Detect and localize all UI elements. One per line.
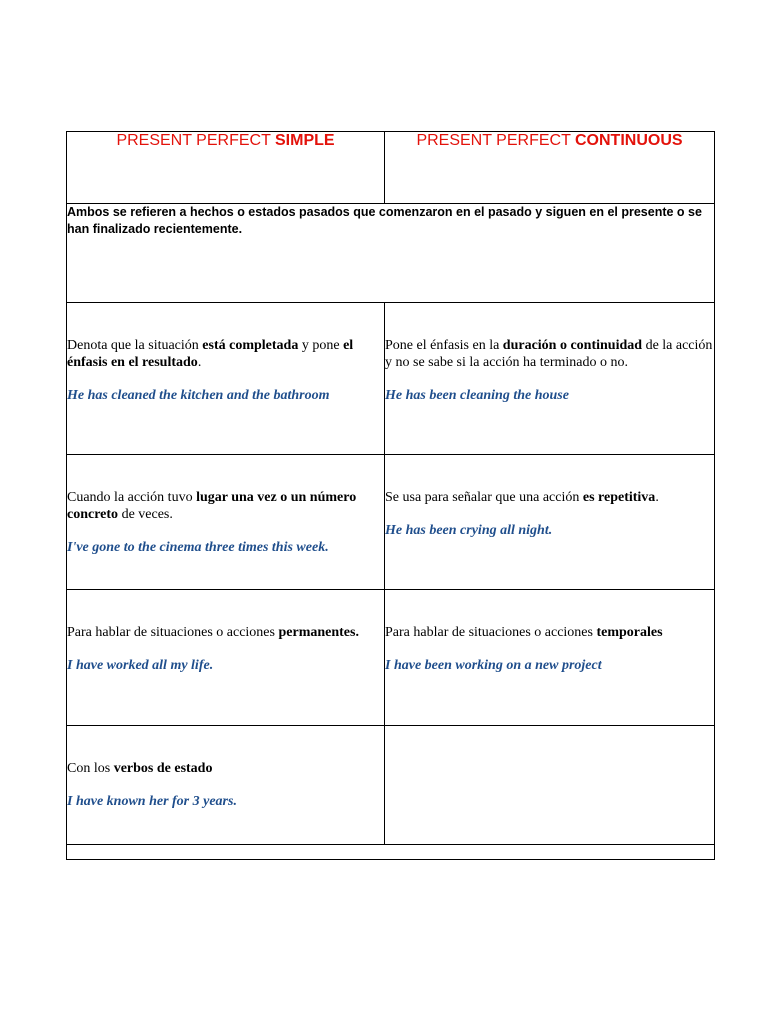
empty-cell [385,726,715,845]
continuous-cell [385,590,715,726]
continuous-cell [385,303,715,455]
simple-description: Con los verbos de estado [67,761,213,776]
header-row [67,132,715,204]
continuous-description: Se usa para señalar que una acción es repetitiva. [385,490,659,505]
simple-cell [67,590,385,726]
comparison-table [66,131,715,860]
simple-description: Para hablar de situaciones o acciones permanentes. [67,625,359,640]
table-row [67,590,715,726]
continuous-example: He has been cleaning the house [385,388,569,403]
simple-cell [67,726,385,845]
simple-cell [67,303,385,455]
header-simple: PRESENT PERFECT SIMPLE [67,132,385,204]
simple-example: I have known her for 3 years. [67,794,237,809]
footer-row [67,845,715,860]
simple-example: I have worked all my life. [67,658,214,673]
continuous-description: Pone el énfasis en la duración o continuidad de la acción y no se sabe si la acción ha terminado o no. [385,338,713,370]
continuous-description: Para hablar de situaciones o acciones temporales [385,625,663,640]
simple-example: He has cleaned the kitchen and the bathroom [67,388,330,403]
intro-row [67,204,715,303]
header-continuous: PRESENT PERFECT CONTINUOUS [385,132,715,204]
continuous-example: He has been crying all night. [385,523,553,538]
table-row [67,726,715,845]
table-row [67,303,715,455]
simple-description: Cuando la acción tuvo lugar una vez o un número concreto de veces. [67,490,357,522]
continuous-cell [385,455,715,590]
simple-example: I've gone to the cinema three times this week. [67,540,329,555]
continuous-example: I have been working on a new project [385,658,602,673]
table-row [67,455,715,590]
footer-cell [67,845,715,860]
simple-description: Denota que la situación está completada y pone el énfasis en el resultado. [67,338,354,370]
intro-text: Ambos se refieren a hechos o estados pasados que comenzaron en el pasado y siguen en el presente o se han finalizado recientemente. [67,204,715,303]
simple-cell [67,455,385,590]
grammar-table-page [66,131,714,860]
